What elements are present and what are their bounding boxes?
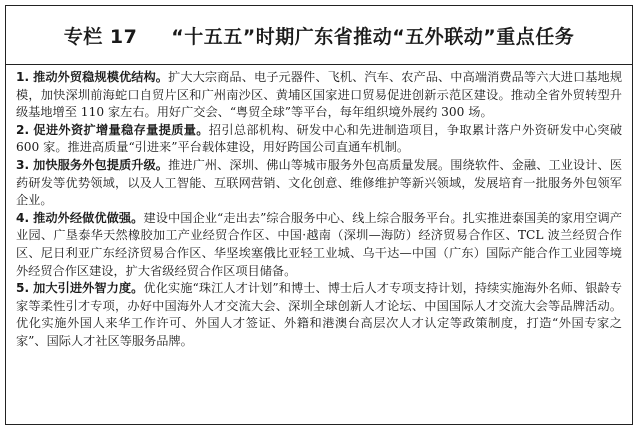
task-title: 加快服务外包提质升级。 (33, 157, 169, 172)
task-item-4 (16, 210, 622, 280)
task-body: 推进广州、深圳、佛山等城市服务外包高质量发展。围绕软件、金融、工业设计、医药研发等优势领域，以及人工智能、互联网营销、文化创意、维修维护等新兴领域，发展培育一批服务外包领军企业。 (16, 157, 623, 208)
task-body: 优化实施“珠江人才计划”和博士、博士后人才专项支持计划，持续实施海外名师、银龄专家等柔性引才专项，办好中国海外人才交流大会、深圳全球创新人才论坛、中国国际人才交流大会等品牌活动。优化实施外国人来华工作许可、外国人才签证、外籍和港澳台高层次人才认定等政策制度，打造“外国专家之家”、国际人才社区等服务品牌。 (16, 281, 622, 348)
task-item-3 (16, 157, 622, 210)
task-number: 4. (16, 210, 30, 225)
column-header (6, 6, 632, 65)
column-box (5, 5, 633, 425)
task-number: 2. (16, 122, 30, 137)
task-list (6, 65, 632, 351)
task-number: 1. (16, 70, 30, 84)
task-body: 建设中国企业“走出去”综合服务中心、线上综合服务平台。扎实推进泰国美的家用空调产业园、广垦泰华天然橡胶加工产业经贸合作区、中国·越南（深圳—海防）经济贸易合作区、TCL 波兰经贸合作区、尼日利亚广东经济贸易合作区、华坚埃塞俄比亚轻工业城、乌干达—中国（广东）国际产能合作工业园等境外经贸合作区建设，扩大省级经贸合作区项目储备。 (16, 210, 622, 278)
task-title: 促进外资扩增量稳存量提质量。 (33, 122, 209, 137)
task-number: 3. (16, 157, 30, 172)
task-item-1 (16, 69, 622, 122)
task-title: 推动外贸稳规模优结构。 (33, 70, 169, 84)
task-item-5 (16, 280, 622, 350)
task-item-2 (16, 122, 622, 157)
column-title: “十五五”时期广东省推动“五外联动”重点任务 (171, 25, 575, 48)
task-body: 招引总部机构、研发中心和先进制造项目，争取累计落户外资研发中心突破 600 家。推进高质量“引进来”平台载体建设，用好跨国公司直通车机制。 (16, 122, 623, 155)
task-number: 5. (16, 281, 30, 296)
task-title: 推动外经做优做强。 (33, 210, 144, 225)
task-body: 扩大大宗商品、电子元器件、飞机、汽车、农产品、中高端消费品等六大进口基地规模，加快深圳前海蛇口自贸片区和广州南沙区、黄埔区国家进口贸易促进创新示范区建设。推动全省外贸转型升级基地增至 110 家左右。用好广交会、“粤贸全球”等平台，每年组织境外展约 300 场。 (16, 70, 623, 120)
task-title: 加大引进外智力度。 (33, 281, 144, 296)
column-label: 专栏 17 (63, 25, 138, 48)
